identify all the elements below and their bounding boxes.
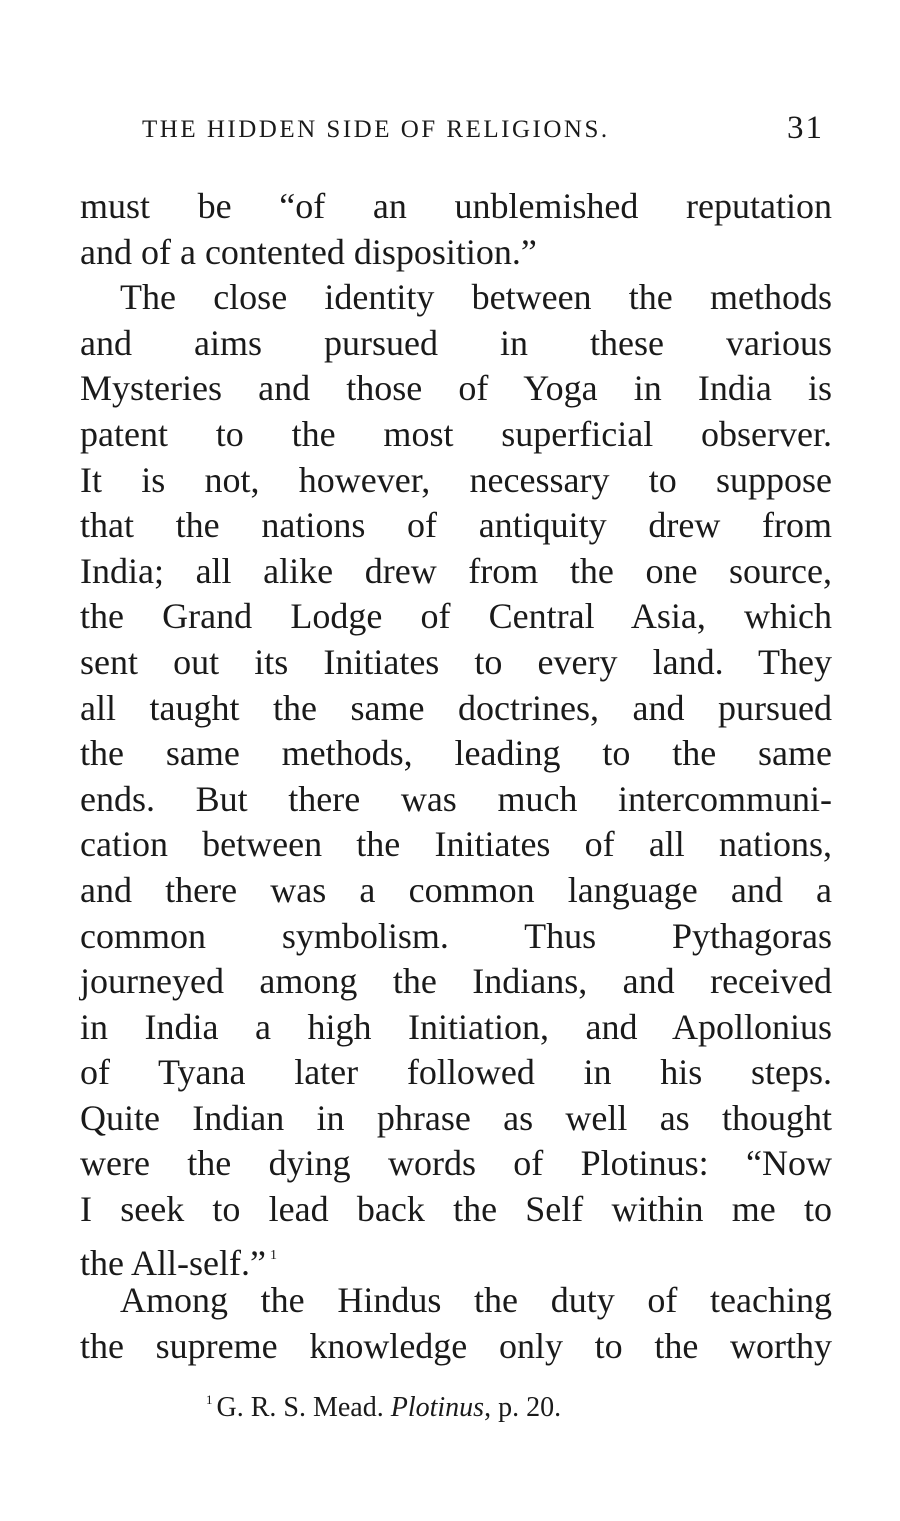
footnote-reference: 1 — [269, 1247, 277, 1263]
footnote-author: G. R. S. Mead. — [216, 1392, 384, 1423]
footnote-page: , p. 20. — [484, 1392, 562, 1423]
footnote-work: Plotinus — [390, 1392, 485, 1423]
text-line: the All-self.” — [80, 1242, 266, 1283]
footnote — [206, 1392, 561, 1424]
text-line: sent out its Initiates to every land. They — [80, 641, 832, 682]
text-line: the supreme knowledge only to the worthy — [80, 1325, 832, 1366]
text-line: the Grand Lodge of Central Asia, which — [80, 596, 832, 637]
text-line: were the dying words of Plotinus: “Now — [80, 1143, 832, 1184]
footnote-marker: 1 — [206, 1392, 213, 1407]
text-line: Mysteries and those of Yoga in India is — [80, 368, 832, 409]
text-line: all taught the same doctrines, and pursued — [80, 687, 832, 728]
text-line: and there was a common language and a — [80, 869, 832, 910]
text-line: I seek to lead back the Self within me to — [80, 1189, 832, 1230]
body-text — [80, 184, 832, 1369]
text-line: that the nations of antiquity drew from — [80, 505, 832, 546]
text-line: The close identity between the methods — [120, 277, 832, 318]
text-line: the same methods, leading to the same — [80, 733, 832, 774]
text-line: Among the Hindus the duty of teaching — [120, 1280, 832, 1321]
text-line: common symbolism. Thus Pythagoras — [80, 915, 832, 956]
text-line: must be “of an unblemished reputation — [80, 186, 832, 226]
text-line: and of a contented disposition.” — [80, 231, 537, 272]
running-header — [142, 110, 832, 156]
text-line: of Tyana later followed in his steps. — [80, 1052, 832, 1093]
text-line: cation between the Initiates of all nations, — [80, 824, 832, 865]
text-line: ends. But there was much intercommuni- — [80, 778, 832, 819]
running-title: THE HIDDEN SIDE OF RELIGIONS. — [142, 116, 610, 143]
text-line: patent to the most superficial observer. — [80, 413, 832, 454]
text-line: India; all alike drew from the one source, — [80, 550, 832, 591]
text-line: and aims pursued in these various — [80, 322, 832, 363]
text-line: in India a high Initiation, and Apollonius — [80, 1006, 832, 1047]
text-line: Quite Indian in phrase as well as thought — [80, 1097, 832, 1138]
text-line: It is not, however, necessary to suppose — [80, 459, 832, 500]
text-line-with-footnote — [80, 1233, 832, 1283]
page-number: 31 — [787, 110, 824, 146]
text-line: journeyed among the Indians, and received — [80, 961, 832, 1002]
